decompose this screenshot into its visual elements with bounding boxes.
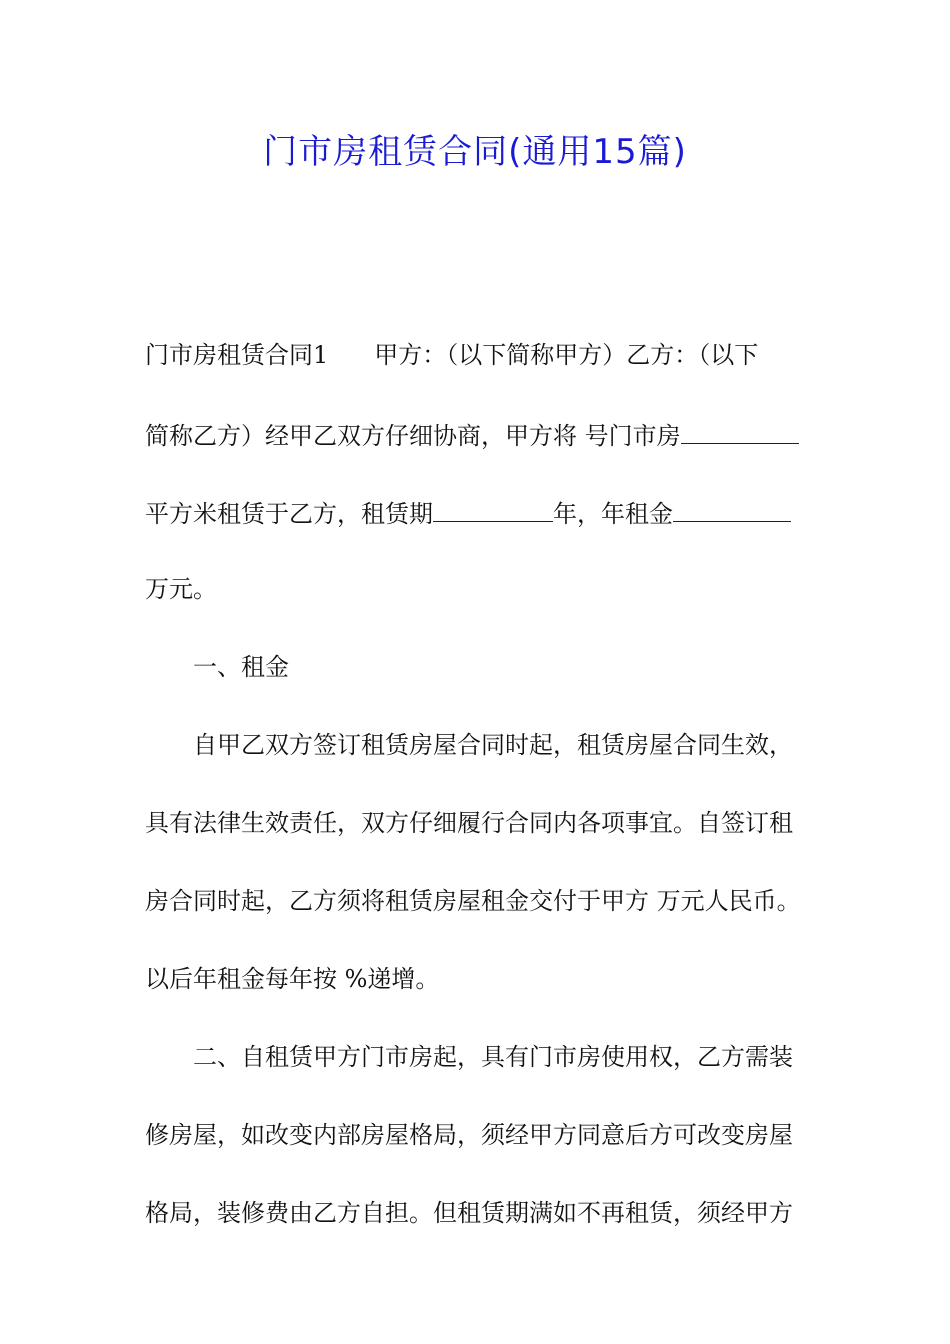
text-line-2 bbox=[145, 413, 799, 453]
section-heading-two: 二、自租赁甲方门市房起，具有门市房使用权，乙方需装 bbox=[193, 1043, 793, 1071]
text-line-8: 房合同时起，乙方须将租赁房屋租金交付于甲方 万元人民币。 bbox=[145, 887, 801, 915]
text-line-11: 修房屋，如改变内部房屋格局，须经甲方同意后方可改变房屋 bbox=[145, 1121, 793, 1149]
document-title: 门市房租赁合同(通用15篇) bbox=[263, 132, 687, 172]
contract-heading: 门市房租赁合同1 bbox=[145, 341, 329, 369]
blank-field bbox=[673, 491, 791, 522]
text-line-7: 具有法律生效责任，双方仔细履行合同内各项事宜。自签订租 bbox=[145, 809, 793, 837]
text-line-4: 万元。 bbox=[145, 575, 217, 603]
party-intro: 甲方：（以下简称甲方）乙方：（以下 bbox=[374, 341, 759, 369]
text-line-1 bbox=[145, 335, 758, 375]
blank-field bbox=[433, 491, 553, 522]
text-line-12: 格局，装修费由乙方自担。但租赁期满如不再租赁，须经甲方 bbox=[145, 1199, 793, 1227]
line-text: 年，年租金 bbox=[553, 500, 673, 528]
text-line-3 bbox=[145, 491, 791, 531]
text-line-9: 以后年租金每年按 %递增。 bbox=[145, 965, 440, 993]
line-text: 简称乙方）经甲乙双方仔细协商，甲方将 号门市房 bbox=[145, 422, 681, 450]
line-text: 平方米租赁于乙方，租赁期 bbox=[145, 500, 433, 528]
blank-field bbox=[681, 413, 799, 444]
text-line-6: 自甲乙双方签订租赁房屋合同时起，租赁房屋合同生效， bbox=[193, 731, 793, 759]
section-heading-rent: 一、租金 bbox=[193, 653, 289, 681]
